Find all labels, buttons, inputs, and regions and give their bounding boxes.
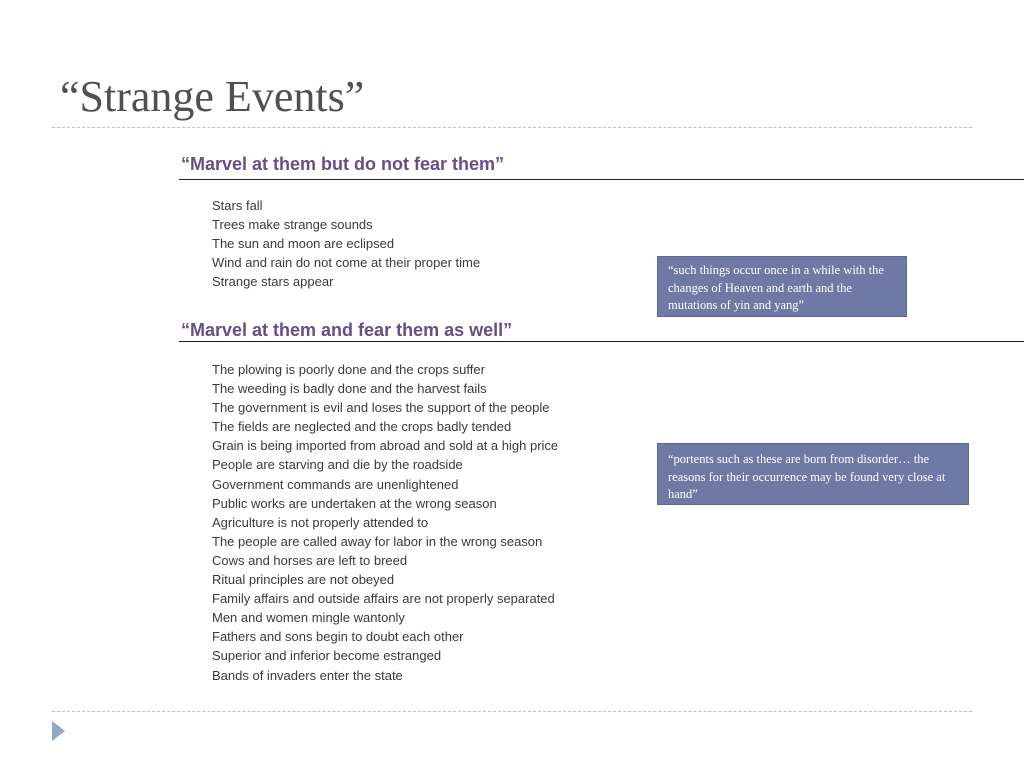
list-item: Government commands are unenlightened (212, 476, 459, 492)
list-item: Ritual principles are not obeyed (212, 572, 395, 588)
list-item: Wind and rain do not come at their proper time (212, 255, 481, 271)
list-item: Superior and inferior become estranged (212, 648, 442, 664)
list-fear (212, 360, 558, 685)
list-item: The weeding is badly done and the harvest fails (212, 381, 487, 397)
list-item: Trees make strange sounds (212, 217, 373, 233)
list-item: Public works are undertaken at the wrong season (212, 495, 497, 511)
list-item: The government is evil and loses the support of the people (212, 400, 550, 416)
list-item: Bands of invaders enter the state (212, 667, 403, 683)
quote-box-disorder: “portents such as these are born from disorder… the reasons for their occurrence may be found very close at hand” (657, 443, 969, 505)
list-item: Grain is being imported from abroad and sold at a high price (212, 438, 559, 454)
list-item: The fields are neglected and the crops badly tended (212, 419, 512, 435)
list-item: Strange stars appear (212, 274, 334, 290)
list-item: Fathers and sons begin to doubt each other (212, 629, 464, 645)
list-item: People are starving and die by the roadside (212, 457, 463, 473)
slide-title: “Strange Events” (60, 72, 365, 121)
section-heading-fear: “Marvel at them and fear them as well” (181, 320, 513, 340)
bottom-divider (52, 711, 972, 712)
section-rule-fear (179, 341, 1024, 342)
section-heading-no-fear: “Marvel at them but do not fear them” (181, 154, 505, 174)
list-item: The sun and moon are eclipsed (212, 236, 395, 252)
list-no-fear (212, 196, 480, 291)
list-item: Stars fall (212, 198, 263, 213)
list-item: Cows and horses are left to breed (212, 552, 408, 568)
list-item: The people are called away for labor in the wrong season (212, 533, 543, 549)
triangle-bullet-icon (52, 721, 65, 741)
quote-box-yin-yang: “such things occur once in a while with the changes of Heaven and earth and the mutations of yin and yang” (657, 256, 907, 317)
list-item: Men and women mingle wantonly (212, 610, 405, 626)
list-item: Family affairs and outside affairs are not properly separated (212, 591, 555, 607)
top-divider (52, 127, 972, 128)
section-rule-no-fear (179, 179, 1024, 180)
list-item: Agriculture is not properly attended to (212, 514, 429, 530)
list-item: The plowing is poorly done and the crops suffer (212, 362, 485, 377)
